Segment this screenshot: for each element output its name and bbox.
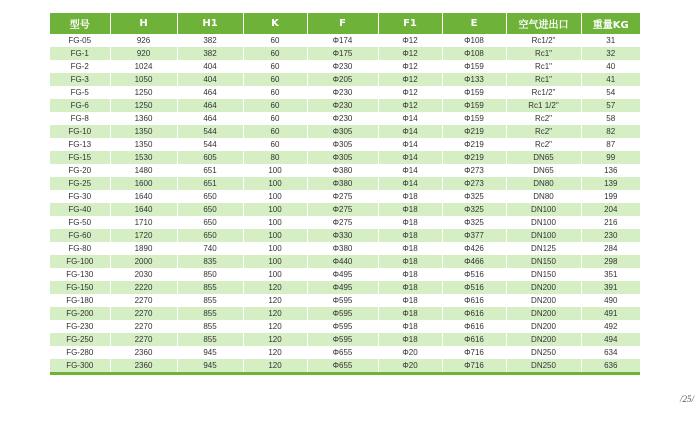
table-cell: 2000 [110, 255, 177, 268]
table-cell: 464 [177, 86, 243, 99]
model-cell: FG-180 [50, 294, 110, 307]
table-cell: Φ20 [378, 359, 442, 374]
table-cell: DN65 [506, 164, 581, 177]
table-cell: Φ12 [378, 60, 442, 73]
table-cell: Φ305 [307, 125, 378, 138]
model-cell: FG-300 [50, 359, 110, 374]
table-cell: 2360 [110, 359, 177, 374]
table-cell: Φ18 [378, 294, 442, 307]
table-cell: 650 [177, 190, 243, 203]
table-cell: 1480 [110, 164, 177, 177]
table-cell: 351 [581, 268, 640, 281]
table-cell: 945 [177, 359, 243, 374]
table-cell: Φ466 [442, 255, 506, 268]
table-cell: 1250 [110, 99, 177, 112]
model-cell: FG-20 [50, 164, 110, 177]
table-cell: Φ655 [307, 359, 378, 374]
model-cell: FG-15 [50, 151, 110, 164]
table-cell: 120 [243, 359, 307, 374]
table-cell: 40 [581, 60, 640, 73]
model-cell: FG-2 [50, 60, 110, 73]
table-row [50, 216, 640, 229]
table-cell: 2360 [110, 346, 177, 359]
table-cell: Φ20 [378, 346, 442, 359]
table-cell: 1890 [110, 242, 177, 255]
table-cell: Rc1/2" [506, 34, 581, 47]
table-row [50, 112, 640, 125]
table-cell: DN80 [506, 190, 581, 203]
table-cell: 100 [243, 177, 307, 190]
table-cell: 139 [581, 177, 640, 190]
table-cell: 855 [177, 281, 243, 294]
table-cell: Φ18 [378, 190, 442, 203]
table-cell: Φ595 [307, 294, 378, 307]
table-cell: DN200 [506, 281, 581, 294]
model-cell: FG-25 [50, 177, 110, 190]
table-cell: 120 [243, 320, 307, 333]
table-cell: 945 [177, 346, 243, 359]
table-cell: 650 [177, 216, 243, 229]
table-cell: 1640 [110, 190, 177, 203]
model-cell: FG-8 [50, 112, 110, 125]
table-cell: 491 [581, 307, 640, 320]
table-cell: Φ14 [378, 151, 442, 164]
table-cell: 60 [243, 47, 307, 60]
model-cell: FG-30 [50, 190, 110, 203]
model-cell: FG-60 [50, 229, 110, 242]
table-cell: Φ12 [378, 73, 442, 86]
table-row [50, 99, 640, 112]
model-cell: FG-10 [50, 125, 110, 138]
table-cell: Φ108 [442, 34, 506, 47]
table-row [50, 203, 640, 216]
table-cell: 544 [177, 138, 243, 151]
table-cell: 136 [581, 164, 640, 177]
column-header: F1 [378, 13, 442, 34]
table-cell: 60 [243, 112, 307, 125]
table-row [50, 73, 640, 86]
table-cell: 80 [243, 151, 307, 164]
table-cell: Φ495 [307, 281, 378, 294]
table-row [50, 190, 640, 203]
table-cell: DN250 [506, 346, 581, 359]
table-cell: 1250 [110, 86, 177, 99]
table-cell: 464 [177, 112, 243, 125]
table-cell: 404 [177, 60, 243, 73]
spec-table [50, 13, 640, 375]
table-cell: Φ18 [378, 268, 442, 281]
table-cell: Φ18 [378, 242, 442, 255]
table-row [50, 242, 640, 255]
table-row [50, 268, 640, 281]
table-cell: 204 [581, 203, 640, 216]
table-cell: 651 [177, 177, 243, 190]
table-cell: Φ174 [307, 34, 378, 47]
model-cell: FG-280 [50, 346, 110, 359]
table-cell: Φ159 [442, 60, 506, 73]
table-cell: 2220 [110, 281, 177, 294]
table-cell: Φ655 [307, 346, 378, 359]
table-cell: Φ716 [442, 346, 506, 359]
table-cell: 926 [110, 34, 177, 47]
table-cell: Φ616 [442, 333, 506, 346]
table-cell: 100 [243, 203, 307, 216]
table-cell: Φ377 [442, 229, 506, 242]
column-header: F [307, 13, 378, 34]
model-cell: FG-05 [50, 34, 110, 47]
model-cell: FG-250 [50, 333, 110, 346]
table-cell: Φ219 [442, 125, 506, 138]
table-cell: 1360 [110, 112, 177, 125]
table-cell: 199 [581, 190, 640, 203]
table-cell: Φ14 [378, 138, 442, 151]
table-cell: Φ108 [442, 47, 506, 60]
table-cell: 850 [177, 268, 243, 281]
table-cell: 650 [177, 203, 243, 216]
column-header: K [243, 13, 307, 34]
table-cell: Φ18 [378, 320, 442, 333]
table-cell: Φ230 [307, 112, 378, 125]
table-cell: Φ18 [378, 203, 442, 216]
table-cell: Φ330 [307, 229, 378, 242]
table-cell: 60 [243, 73, 307, 86]
table-cell: Φ716 [442, 359, 506, 374]
model-cell: FG-50 [50, 216, 110, 229]
table-cell: 544 [177, 125, 243, 138]
table-cell: Φ175 [307, 47, 378, 60]
table-cell: 60 [243, 86, 307, 99]
table-cell: Φ12 [378, 34, 442, 47]
table-cell: 650 [177, 229, 243, 242]
table-cell: DN80 [506, 177, 581, 190]
table-cell: 2270 [110, 333, 177, 346]
table-cell: 230 [581, 229, 640, 242]
table-cell: 391 [581, 281, 640, 294]
table-cell: 120 [243, 294, 307, 307]
table-cell: Φ273 [442, 177, 506, 190]
table-cell: Φ380 [307, 242, 378, 255]
table-cell: 216 [581, 216, 640, 229]
table-cell: Φ325 [442, 203, 506, 216]
table-cell: Φ305 [307, 138, 378, 151]
column-header: 重量KG [581, 13, 640, 34]
table-row [50, 320, 640, 333]
table-cell: DN100 [506, 216, 581, 229]
table-cell: DN65 [506, 151, 581, 164]
table-cell: 120 [243, 346, 307, 359]
table-cell: 634 [581, 346, 640, 359]
table-cell: 100 [243, 268, 307, 281]
table-cell: 100 [243, 216, 307, 229]
table-cell: 404 [177, 73, 243, 86]
table-cell: Φ14 [378, 177, 442, 190]
table-cell: Φ12 [378, 99, 442, 112]
table-cell: 120 [243, 307, 307, 320]
table-cell: DN200 [506, 333, 581, 346]
table-cell: 60 [243, 99, 307, 112]
table-cell: Φ12 [378, 47, 442, 60]
table-cell: Φ305 [307, 151, 378, 164]
table-cell: 492 [581, 320, 640, 333]
table-cell: Φ426 [442, 242, 506, 255]
table-cell: 100 [243, 229, 307, 242]
table-cell: 100 [243, 164, 307, 177]
table-cell: Φ133 [442, 73, 506, 86]
table-cell: Φ230 [307, 99, 378, 112]
table-body [50, 34, 640, 374]
table-cell: Φ616 [442, 294, 506, 307]
table-cell: 87 [581, 138, 640, 151]
table-cell: 1050 [110, 73, 177, 86]
table-cell: Φ275 [307, 190, 378, 203]
table-row [50, 125, 640, 138]
table-cell: 651 [177, 164, 243, 177]
table-cell: 100 [243, 255, 307, 268]
table-cell: 41 [581, 73, 640, 86]
column-header: H1 [177, 13, 243, 34]
table-cell: 120 [243, 281, 307, 294]
table-cell: 1600 [110, 177, 177, 190]
table-row [50, 151, 640, 164]
table-cell: 2270 [110, 307, 177, 320]
page-number: /25/ [680, 394, 695, 404]
table-cell: 382 [177, 34, 243, 47]
table-cell: Φ380 [307, 164, 378, 177]
table-cell: Φ18 [378, 281, 442, 294]
table-row [50, 60, 640, 73]
table-cell: 494 [581, 333, 640, 346]
table-cell: Φ325 [442, 190, 506, 203]
table-cell: DN100 [506, 203, 581, 216]
table-cell: DN150 [506, 255, 581, 268]
table-row [50, 346, 640, 359]
table-cell: 284 [581, 242, 640, 255]
table-row [50, 307, 640, 320]
column-header: 空气进出口 [506, 13, 581, 34]
table-cell: DN100 [506, 229, 581, 242]
table-row [50, 164, 640, 177]
table-cell: 32 [581, 47, 640, 60]
table-row [50, 138, 640, 151]
table-row [50, 177, 640, 190]
table-cell: Φ219 [442, 151, 506, 164]
table-cell: 298 [581, 255, 640, 268]
table-row [50, 86, 640, 99]
table-cell: 2270 [110, 294, 177, 307]
table-row [50, 281, 640, 294]
table-cell: 855 [177, 320, 243, 333]
model-cell: FG-200 [50, 307, 110, 320]
model-cell: FG-150 [50, 281, 110, 294]
model-cell: FG-13 [50, 138, 110, 151]
table-cell: 1024 [110, 60, 177, 73]
table-cell: Rc1/2" [506, 86, 581, 99]
table-cell: 1640 [110, 203, 177, 216]
table-cell: DN125 [506, 242, 581, 255]
table-cell: 1710 [110, 216, 177, 229]
model-cell: FG-5 [50, 86, 110, 99]
table-cell: 1530 [110, 151, 177, 164]
table-row [50, 359, 640, 374]
table-cell: Φ159 [442, 112, 506, 125]
table-cell: Φ230 [307, 86, 378, 99]
table-cell: Φ18 [378, 229, 442, 242]
table-cell: 99 [581, 151, 640, 164]
table-cell: 1350 [110, 125, 177, 138]
table-cell: 100 [243, 242, 307, 255]
table-cell: Φ325 [442, 216, 506, 229]
model-cell: FG-130 [50, 268, 110, 281]
table-cell: 855 [177, 333, 243, 346]
model-cell: FG-40 [50, 203, 110, 216]
table-cell: DN150 [506, 268, 581, 281]
table-cell: 82 [581, 125, 640, 138]
table-cell: 490 [581, 294, 640, 307]
model-cell: FG-1 [50, 47, 110, 60]
table-cell: Φ616 [442, 307, 506, 320]
table-cell: 636 [581, 359, 640, 374]
table-cell: Φ380 [307, 177, 378, 190]
column-header: H [110, 13, 177, 34]
table-cell: Φ12 [378, 86, 442, 99]
table-cell: 31 [581, 34, 640, 47]
table-cell: 54 [581, 86, 640, 99]
table-cell: Φ516 [442, 281, 506, 294]
model-cell: FG-100 [50, 255, 110, 268]
table-row [50, 229, 640, 242]
table-cell: DN200 [506, 294, 581, 307]
table-cell: Rc1" [506, 47, 581, 60]
table-cell: 464 [177, 99, 243, 112]
table-cell: Rc2" [506, 125, 581, 138]
table-cell: Φ595 [307, 320, 378, 333]
table-cell: Φ205 [307, 73, 378, 86]
table-cell: 60 [243, 60, 307, 73]
table-cell: Φ18 [378, 307, 442, 320]
table-cell: 60 [243, 34, 307, 47]
table-cell: DN200 [506, 320, 581, 333]
table-cell: Φ18 [378, 255, 442, 268]
table-cell: Φ18 [378, 333, 442, 346]
table-cell: 100 [243, 190, 307, 203]
model-cell: FG-6 [50, 99, 110, 112]
header-row [50, 13, 640, 34]
table-cell: Φ18 [378, 216, 442, 229]
table-cell: Φ516 [442, 268, 506, 281]
table-cell: Φ159 [442, 99, 506, 112]
table-cell: 855 [177, 294, 243, 307]
table-cell: Rc2" [506, 112, 581, 125]
table-cell: Rc1 1/2" [506, 99, 581, 112]
table-cell: 855 [177, 307, 243, 320]
table-row [50, 255, 640, 268]
table-cell: 605 [177, 151, 243, 164]
table-cell: Φ159 [442, 86, 506, 99]
table-row [50, 34, 640, 47]
table-cell: Φ14 [378, 164, 442, 177]
table-cell: 60 [243, 138, 307, 151]
model-cell: FG-3 [50, 73, 110, 86]
table-cell: Φ595 [307, 333, 378, 346]
table-cell: 57 [581, 99, 640, 112]
table-cell: Φ616 [442, 320, 506, 333]
column-header: E [442, 13, 506, 34]
table-cell: Rc2" [506, 138, 581, 151]
table-cell: Φ275 [307, 203, 378, 216]
table-cell: 2270 [110, 320, 177, 333]
column-header: 型号 [50, 13, 110, 34]
table-cell: 740 [177, 242, 243, 255]
table-cell: Φ14 [378, 125, 442, 138]
table-cell: Φ275 [307, 216, 378, 229]
table-cell: Φ495 [307, 268, 378, 281]
table-cell: 382 [177, 47, 243, 60]
table-cell: Φ273 [442, 164, 506, 177]
table-cell: DN200 [506, 307, 581, 320]
table-cell: Rc1" [506, 60, 581, 73]
table-cell: 1720 [110, 229, 177, 242]
table-cell: DN250 [506, 359, 581, 374]
table-cell: 835 [177, 255, 243, 268]
table-row [50, 47, 640, 60]
table-cell: Φ14 [378, 112, 442, 125]
table-cell: 60 [243, 125, 307, 138]
table-cell: Φ219 [442, 138, 506, 151]
table-cell: 920 [110, 47, 177, 60]
table-row [50, 333, 640, 346]
table-cell: Φ440 [307, 255, 378, 268]
table-cell: 1350 [110, 138, 177, 151]
table-cell: Φ595 [307, 307, 378, 320]
table-cell: 120 [243, 333, 307, 346]
table-cell: Rc1" [506, 73, 581, 86]
table-row [50, 294, 640, 307]
table-cell: Φ230 [307, 60, 378, 73]
table-cell: 58 [581, 112, 640, 125]
model-cell: FG-80 [50, 242, 110, 255]
model-cell: FG-230 [50, 320, 110, 333]
table-cell: 2030 [110, 268, 177, 281]
